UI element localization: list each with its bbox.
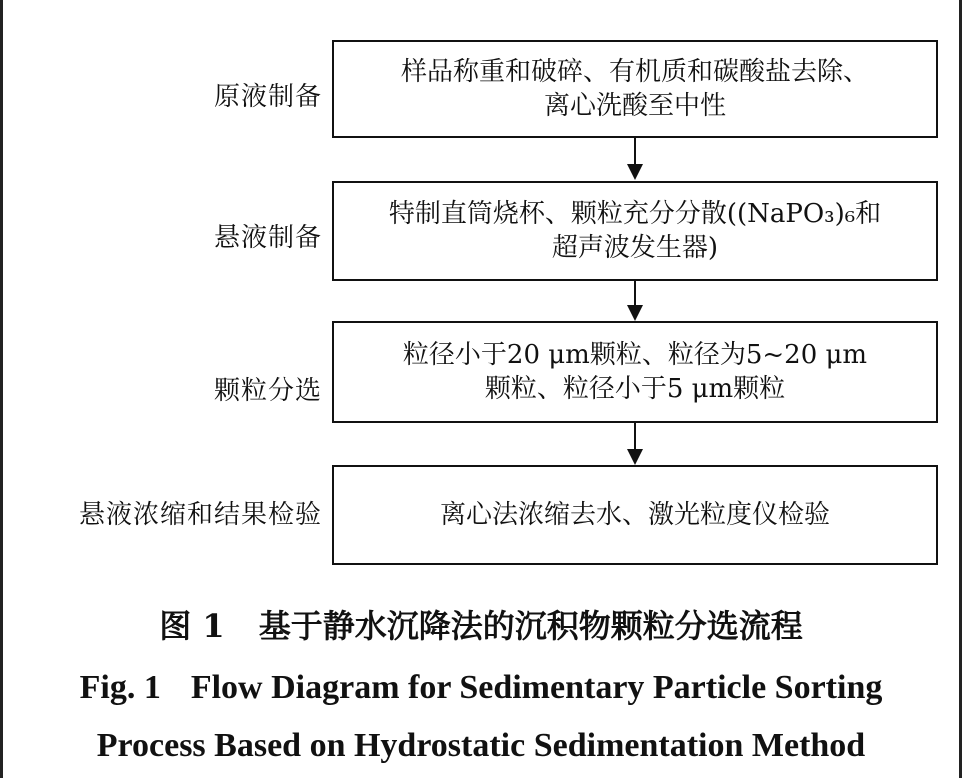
figure-number-chinese: 图 1 <box>159 607 225 645</box>
stage-box-text-line: 离心洗酸至中性 <box>543 91 726 121</box>
figure-frame-left <box>0 0 3 778</box>
stage-box-text-line: 粒径小于20 μm颗粒、粒径为5~20 μm <box>402 340 868 370</box>
stage-box-concentration-and-verification <box>332 465 938 565</box>
stage-box-text-line: 超声波发生器) <box>551 233 719 263</box>
stage-box-particle-sorting <box>332 321 938 423</box>
flow-arrow-head <box>627 305 643 321</box>
stage-label-concentration-and-verification: 悬液浓缩和结果检验 <box>78 500 322 530</box>
stage-box-suspension-preparation <box>332 181 938 281</box>
stage-label-stock-preparation: 原液制备 <box>213 82 322 112</box>
figure-title-chinese: 基于静水沉降法的沉积物颗粒分选流程 <box>258 607 803 645</box>
figure-caption-english-line2 <box>0 724 962 768</box>
figure-title-english-part1: Flow Diagram for Sedimentary Particle Sorting <box>190 669 883 706</box>
figure-number-english: Fig. 1 <box>79 669 161 706</box>
stage-label-particle-sorting: 颗粒分选 <box>213 376 322 406</box>
figure-caption-chinese <box>0 604 962 648</box>
stage-box-text-line: 颗粒、粒径小于5 μm颗粒 <box>484 374 786 404</box>
figure-title-english-part2: Process Based on Hydrostatic Sedimentation Method <box>96 727 866 764</box>
stage-box-stock-preparation <box>332 40 938 138</box>
stage-box-text-line: 特制直筒烧杯、颗粒充分分散((NaPO₃)₆和 <box>388 199 882 229</box>
stage-label-suspension-preparation: 悬液制备 <box>213 223 322 253</box>
stage-box-text-line: 离心法浓缩去水、激光粒度仪检验 <box>439 500 830 530</box>
stage-box-text-line: 样品称重和破碎、有机质和碳酸盐去除、 <box>400 57 869 87</box>
flow-arrow-head <box>627 449 643 465</box>
figure-caption-english-line1 <box>0 666 962 710</box>
flow-arrow-head <box>627 164 643 180</box>
